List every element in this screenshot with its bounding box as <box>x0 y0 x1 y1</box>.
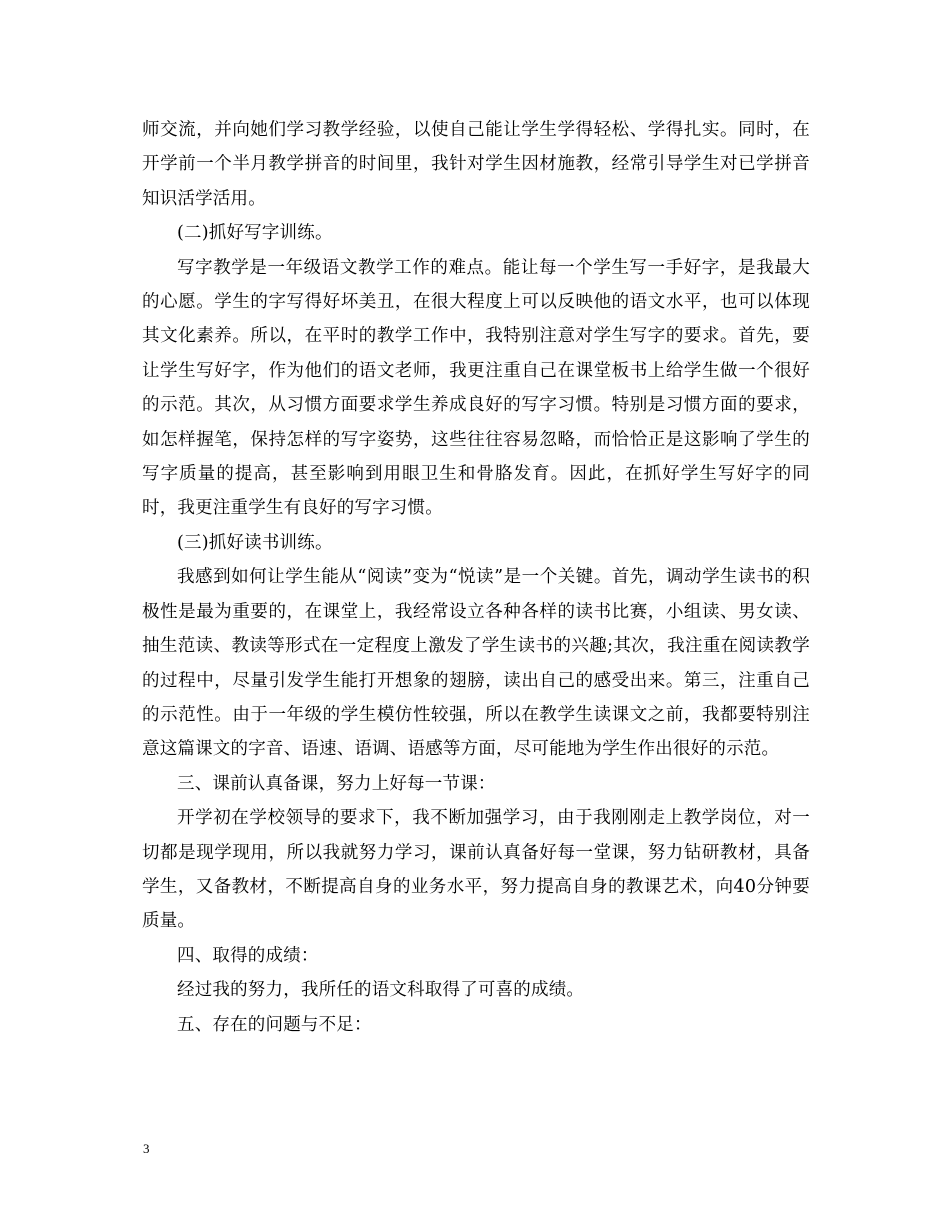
paragraph-continuation: 师交流，并向她们学习教学经验，以使自己能让学生学得轻松、学得扎实。同时，在开学前一个半月教学拼音的时间里，我针对学生因材施教，经常引导学生对已学拼音知识活学活用。 <box>142 120 810 209</box>
document-body <box>142 113 810 1042</box>
page-number: 3 <box>143 1141 150 1156</box>
heading-writing-training: (二)抓好写字训练。 <box>177 223 333 244</box>
paragraph-writing-teaching: 写字教学是一年级语文教学工作的难点。能让每一个学生写一手好字，是我最大的心愿。学生的字写得好坏美丑，在很大程度上可以反映他的语文水平，也可以体现其文化素养。所以，在平时的教学工作中，我特别注意对学生写字的要求。首先，要让学生写好字，作为他们的语文老师，我更注重自己在课堂板书上给学生做一个很好的示范。其次，从习惯方面要求学生养成良好的写字习惯。特别是习惯方面的要求，如怎样握笔，保持怎样的写字姿势，这些往往容易忽略，而恰恰正是这影响了学生的写字质量的提高，甚至影响到用眼卫生和骨胳发育。因此，在抓好学生写好字的同时，我更注重学生有良好的写字习惯。 <box>142 257 810 519</box>
heading-lesson-preparation: 三、课前认真备课，努力上好每一节课： <box>177 773 496 794</box>
heading-reading-training: (三)抓好读书训练。 <box>177 532 333 553</box>
paragraph-achievements: 经过我的努力，我所任的语文科取得了可喜的成绩。 <box>177 980 585 1001</box>
heading-problems: 五、存在的问题与不足： <box>177 1014 372 1035</box>
heading-achievements: 四、取得的成绩： <box>177 945 319 966</box>
paragraph-reading-teaching: 我感到如何让学生能从“阅读”变为“悦读”是一个关键。首先，调动学生读书的积极性是最为重要的，在课堂上，我经常设立各种各样的读书比赛，小组读、男女读、抽生范读、教读等形式在一定程度上激发了学生读书的兴趣;其次，我注重在阅读教学的过程中，尽量引发学生能打开想象的翅膀，读出自己的感受出来。第三，注重自己的示范性。由于一年级的学生模仿性较强，所以在教学生读课文之前，我都要特别注意这篇课文的字音、语速、语调、语感等方面，尽可能地为学生作出很好的示范。 <box>142 567 810 760</box>
paragraph-lesson-preparation: 开学初在学校领导的要求下，我不断加强学习，由于我刚刚走上教学岗位，对一切都是现学现用，所以我就努力学习，课前认真备好每一堂课，努力钻研教材，具备学生，又备教材，不断提高自身的业务水平，努力提高自身的教课艺术，向40分钟要质量。 <box>142 808 810 932</box>
